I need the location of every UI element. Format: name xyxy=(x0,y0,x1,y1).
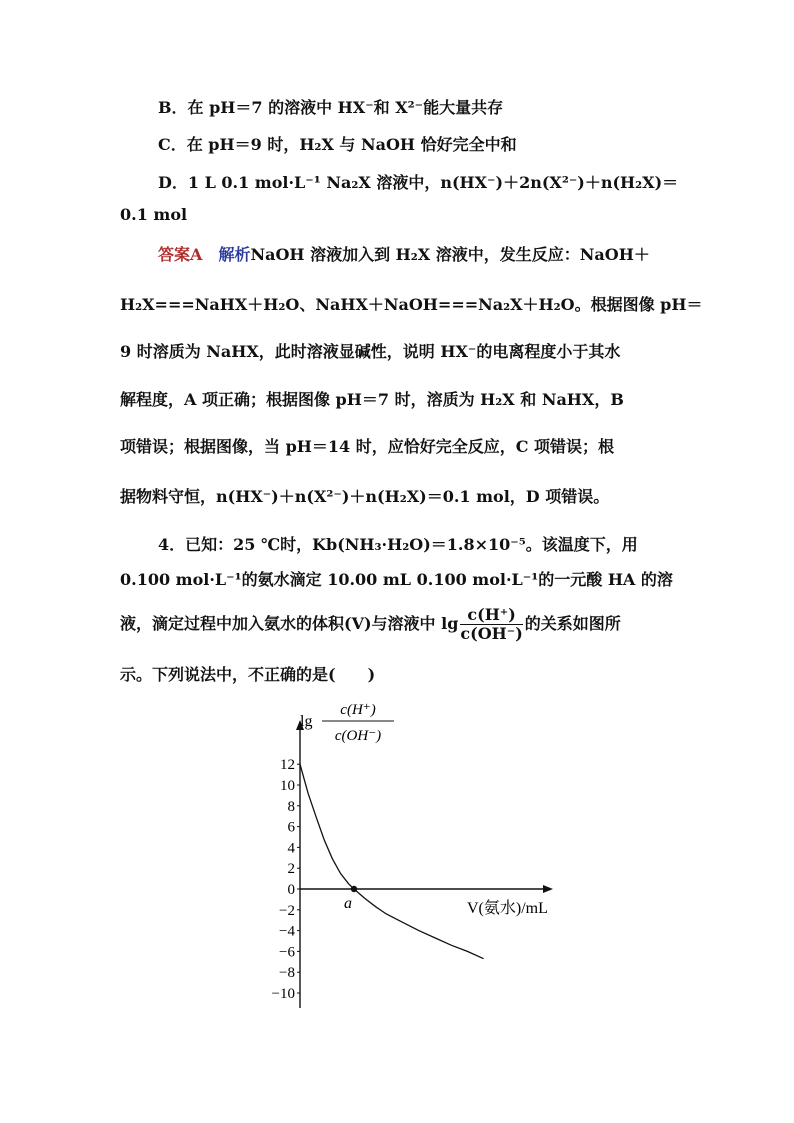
y-tick-label: −6 xyxy=(279,944,295,961)
y-tick-label: −8 xyxy=(279,965,295,982)
y-tick-label: 6 xyxy=(287,819,295,836)
analysis-text-5: 项错误；根据图像，当 pH＝14 时，应恰好完全反应，C 项错误；根 xyxy=(120,437,615,456)
titration-chart xyxy=(262,696,562,1014)
question-4-line1: 4．已知：25 ℃时，Kb(NH₃·H₂O)＝1.8×10⁻⁵。该温度下，用 xyxy=(158,535,638,554)
question-4-line2: 0.100 mol·L⁻¹的氨水滴定 10.00 mL 0.100 mol·L⁻¹的一元酸 HA 的溶 xyxy=(120,570,673,589)
analysis-text-2: H₂X===NaHX＋H₂O、NaHX＋NaOH===Na₂X＋H₂O。根据图像 pH＝ xyxy=(120,295,703,314)
option-d-line2: 0.1 mol xyxy=(120,205,188,224)
x-axis-label: V(氨水)/mL xyxy=(467,900,548,917)
analysis-text-1: NaOH 溶液加入到 H₂X 溶液中，发生反应：NaOH＋ xyxy=(250,245,650,264)
y-tick-label: 12 xyxy=(280,757,295,774)
lg-ratio-fraction xyxy=(460,606,522,643)
y-tick-label: −10 xyxy=(271,986,295,1002)
y-tick-label: 2 xyxy=(287,861,295,878)
analysis-text-3: 9 时溶质为 NaHX，此时溶液显碱性，说明 HX⁻的电离程度小于其水 xyxy=(120,342,621,361)
option-d-line1: D．1 L 0.1 mol·L⁻¹ Na₂X 溶液中，n(HX⁻)＋2n(X²⁻)＋n(H₂X)＝ xyxy=(158,173,679,192)
question-4-text-a: 液，滴定过程中加入氨水的体积(V)与溶液中 lg xyxy=(120,614,459,633)
answer-value: A xyxy=(190,245,203,264)
question-4-line4: 示。下列说法中，不正确的是( ) xyxy=(120,665,376,684)
fraction-denominator: c(OH⁻) xyxy=(460,624,523,643)
equivalence-point-a xyxy=(351,886,357,892)
y-axis-label-lg: lg xyxy=(300,713,313,730)
y-tick-label: 0 xyxy=(287,882,295,898)
y-tick-label: −2 xyxy=(279,902,295,919)
y-tick-label: 8 xyxy=(287,798,295,815)
y-axis-label-denominator: c(OH⁻) xyxy=(334,728,382,744)
y-axis-label-numerator: c(H⁺) xyxy=(340,702,376,718)
option-c: C．在 pH＝9 时，H₂X 与 NaOH 恰好完全中和 xyxy=(158,135,517,154)
y-tick-label: 4 xyxy=(287,840,295,857)
y-tick-label: −4 xyxy=(279,923,295,940)
answer-line xyxy=(158,245,650,265)
question-4-line3 xyxy=(120,606,621,643)
question-4-text-b: 的关系如图所 xyxy=(524,614,621,633)
answer-label: 答案 xyxy=(158,245,191,264)
y-tick-label: 10 xyxy=(280,778,295,794)
analysis-text-6: 据物料守恒，n(HX⁻)＋n(X²⁻)＋n(H₂X)＝0.1 mol，D 项错误。 xyxy=(120,487,610,506)
point-label-a: a xyxy=(344,895,352,912)
fraction-numerator: c(H⁺) xyxy=(460,606,522,625)
x-axis-arrow xyxy=(543,885,553,893)
titration-curve xyxy=(300,764,484,959)
option-b: B．在 pH＝7 的溶液中 HX⁻和 X²⁻能大量共存 xyxy=(158,98,504,117)
analysis-text-4: 解程度，A 项正确；根据图像 pH＝7 时，溶质为 H₂X 和 NaHX，B xyxy=(120,390,624,409)
analysis-label: 解析 xyxy=(218,245,251,264)
